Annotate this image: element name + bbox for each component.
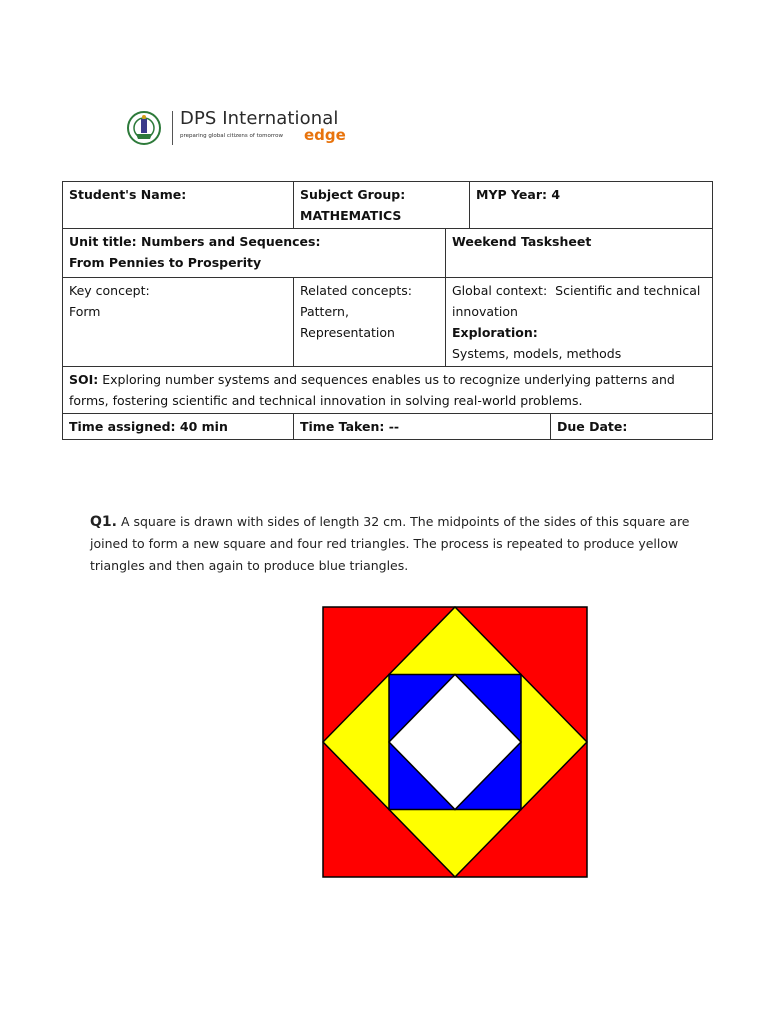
global-context-value: Scientific and technical innovation (452, 283, 701, 319)
unit-title-line1: Unit title: Numbers and Sequences: (69, 234, 321, 249)
logo-edge-text: edge (304, 126, 346, 144)
school-logo (124, 108, 364, 148)
question-1 (90, 511, 702, 577)
subject-group-cell: Subject Group: MATHEMATICS (294, 182, 470, 229)
logo-school-name: DPS International (180, 108, 339, 129)
school-emblem-icon (124, 110, 164, 146)
question-1-text: A square is drawn with sides of length 32 cm. The midpoints of the sides of this square are joined to form a new square and four red triangles. The process is repeated to produce yellow triangles and then again to produce blue triangles. (90, 514, 690, 573)
related-concepts-value2: Representation (300, 325, 395, 340)
related-concepts-cell (294, 278, 446, 367)
soi-text: Exploring number systems and sequences enables us to recognize underlying patterns and forms, fostering scientific and technical innovation in solving real-world problems. (69, 372, 675, 408)
unit-title-line2: From Pennies to Prosperity (69, 255, 262, 270)
question-1-number: Q1. (90, 514, 117, 530)
exploration-value: Systems, models, methods (452, 346, 622, 361)
unit-title-cell (63, 229, 446, 278)
related-concepts-label: Related concepts: (300, 283, 413, 298)
weekend-tasksheet-cell: Weekend Tasksheet (446, 229, 713, 278)
exploration-label: Exploration: (452, 325, 538, 340)
nested-squares-figure (322, 606, 588, 878)
task-info-table (62, 181, 713, 440)
key-concept-value: Form (69, 304, 101, 319)
student-name-cell: Student's Name: (63, 182, 294, 229)
myp-year-cell: MYP Year: 4 (470, 182, 713, 229)
logo-tagline: preparing global citizens of tomorrow (180, 133, 283, 139)
logo-divider (172, 111, 173, 145)
soi-label: SOI: (69, 372, 99, 387)
due-date-cell: Due Date: (551, 414, 713, 440)
key-concept-label: Key concept: (69, 283, 150, 298)
key-concept-cell (63, 278, 294, 367)
global-context-label: Global context: (452, 283, 548, 298)
global-context-cell (446, 278, 713, 367)
related-concepts-value1: Pattern, (300, 304, 349, 319)
time-assigned-cell: Time assigned: 40 min (63, 414, 294, 440)
time-taken-cell: Time Taken: -- (294, 414, 551, 440)
soi-cell (63, 367, 713, 414)
